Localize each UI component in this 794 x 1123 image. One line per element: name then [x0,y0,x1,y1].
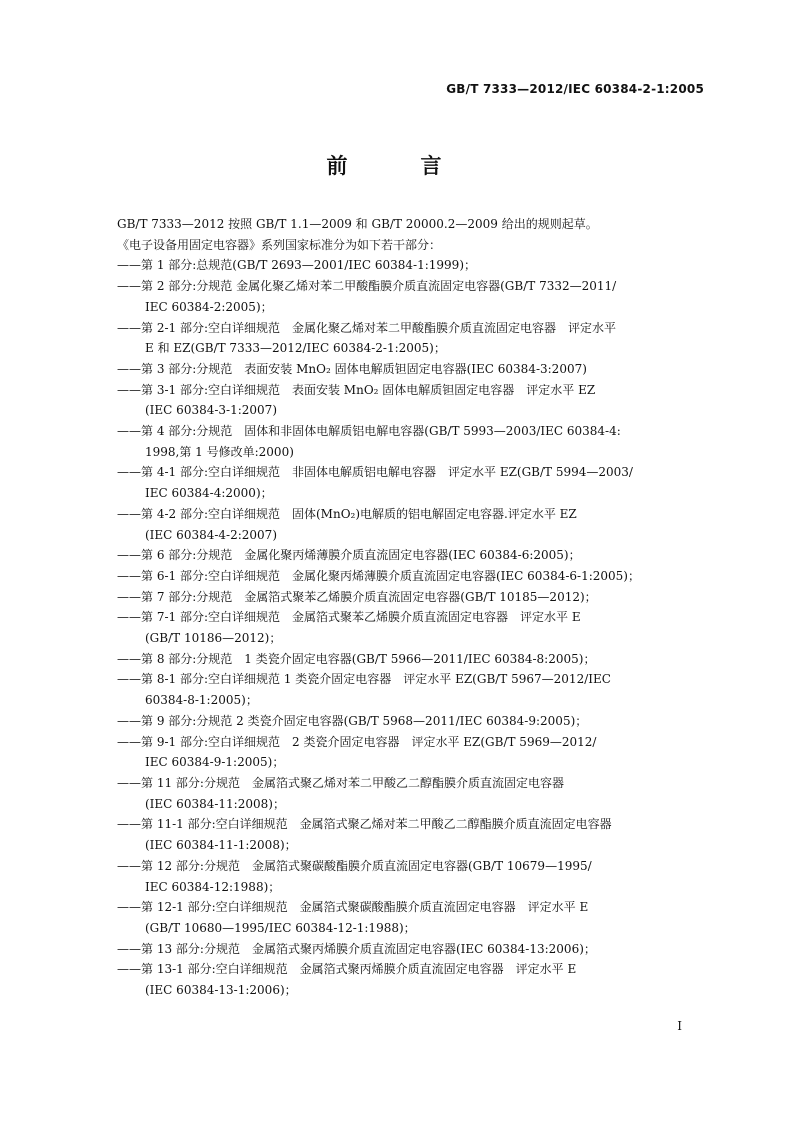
intro-paragraph-2: 《电子设备用固定电容器》系列国家标准分为如下若干部分： [117,237,442,252]
list-item-continuation: (GB/T 10186—2012)； [145,631,282,646]
list-item [117,359,707,380]
list-item-continuation: (IEC 60384-11-1:2008)； [145,838,297,853]
list-item [117,649,707,670]
document-body [117,214,707,1001]
list-item-line: ——第 3 部分:分规范 表面安装 MnO₂ 固体电解质钽固定电容器(IEC 60384-3:2007) [117,361,587,376]
list-item [117,318,707,359]
list-item [117,566,707,587]
intro-paragraph-1: GB/T 7333—2012 按照 GB/T 1.1—2009 和 GB/T 20000.2—2009 给出的规则起草。 [117,217,598,231]
list-item [117,711,707,732]
list-item-line: ——第 12 部分:分规范 金属箔式聚碳酸酯膜介质直流固定电容器(GB/T 10679—1995/ [117,858,592,873]
list-item [117,959,707,1000]
list-item [117,939,707,960]
list-item [117,773,707,814]
list-item-line: ——第 12-1 部分:空白详细规范 金属箔式聚碳酸酯膜介质直流固定电容器 评定水平 E [117,900,589,915]
list-item-line: ——第 4-1 部分:空白详细规范 非固体电解质铝电解电容器 评定水平 EZ(GB/T 5994—2003/ [117,465,633,480]
list-item-continuation: IEC 60384-9-1:2005)； [145,755,285,770]
list-item-continuation: (IEC 60384-3-1:2007) [145,403,277,418]
list-item [117,421,707,462]
list-item-line: ——第 4 部分:分规范 固体和非固体电解质铝电解电容器(GB/T 5993—2003/IEC 60384-4: [117,424,621,439]
part-list [117,255,707,1000]
list-item-line: ——第 13 部分:分规范 金属箔式聚丙烯膜介质直流固定电容器(IEC 60384-13:2006)； [117,941,596,956]
list-item-continuation: 60384-8-1:2005)； [145,693,258,708]
list-item [117,587,707,608]
standard-code-header: GB/T 7333—2012/IEC 60384-2-1:2005 [446,82,704,96]
list-item-line: ——第 9-1 部分:空白详细规范 2 类瓷介固定电容器 评定水平 EZ(GB/T 5969—2012/ [117,734,597,749]
list-item-continuation: IEC 60384-2:2005)； [145,299,273,314]
list-item-continuation: IEC 60384-4:2000)； [145,486,273,501]
list-item-line: ——第 2 部分:分规范 金属化聚乙烯对苯二甲酸酯膜介质直流固定电容器(GB/T 7332—2011/ [117,279,617,294]
list-item-continuation: E 和 EZ(GB/T 7333—2012/IEC 60384-2-1:2005)； [145,341,446,356]
list-item-line: ——第 3-1 部分:空白详细规范 表面安装 MnO₂ 固体电解质钽固定电容器 评定水平 EZ [117,382,596,397]
list-item-line: ——第 4-2 部分:空白详细规范 固体(MnO₂)电解质的铝电解固定电容器.评定水平 EZ [117,506,577,521]
list-item [117,732,707,773]
list-item-line: ——第 7 部分:分规范 金属箔式聚苯乙烯膜介质直流固定电容器(GB/T 10185—2012)； [117,589,597,604]
list-item [117,814,707,855]
list-item-line: ——第 9 部分:分规范 2 类瓷介固定电容器(GB/T 5968—2011/IEC 60384-9:2005)； [117,713,588,728]
list-item-line: ——第 6-1 部分:空白详细规范 金属化聚丙烯薄膜介质直流固定电容器(IEC 60384-6-1:2005)； [117,568,640,583]
list-item-line: ——第 2-1 部分:空白详细规范 金属化聚乙烯对苯二甲酸酯膜介质直流固定电容器 评定水平 [117,320,616,335]
list-item-continuation: (IEC 60384-13-1:2006)； [145,983,297,998]
list-item-line: ——第 13-1 部分:空白详细规范 金属箔式聚丙烯膜介质直流固定电容器 评定水平 E [117,962,577,977]
list-item-continuation: (IEC 60384-11:2008)； [145,796,285,811]
list-item-line: ——第 6 部分:分规范 金属化聚丙烯薄膜介质直流固定电容器(IEC 60384-6:2005)； [117,548,581,563]
list-item [117,380,707,421]
list-item-line: ——第 8-1 部分:空白详细规范 1 类瓷介固定电容器 评定水平 EZ(GB/T 5967—2012/IEC [117,672,611,687]
list-item [117,669,707,710]
list-item [117,897,707,938]
list-item-continuation: (IEC 60384-4-2:2007) [145,527,277,542]
list-item [117,504,707,545]
page-number: I [677,1019,682,1033]
list-item [117,462,707,503]
list-item-line: ——第 11-1 部分:空白详细规范 金属箔式聚乙烯对苯二甲酸乙二醇酯膜介质直流固定电容器 [117,817,612,832]
list-item-continuation: IEC 60384-12:1988)； [145,879,281,894]
list-item [117,856,707,897]
page-title: 前 言 [326,154,468,178]
list-item-continuation: 1998,第 1 号修改单:2000) [145,444,294,459]
list-item [117,276,707,317]
list-item-line: ——第 1 部分:总规范(GB/T 2693—2001/IEC 60384-1:1999)； [117,258,476,273]
list-item [117,545,707,566]
list-item-line: ——第 8 部分:分规范 1 类瓷介固定电容器(GB/T 5966—2011/IEC 60384-8:2005)； [117,651,596,666]
list-item-line: ——第 7-1 部分:空白详细规范 金属箔式聚苯乙烯膜介质直流固定电容器 评定水平 E [117,610,581,625]
list-item [117,255,707,276]
list-item-line: ——第 11 部分:分规范 金属箔式聚乙烯对苯二甲酸乙二醇酯膜介质直流固定电容器 [117,775,564,790]
list-item-continuation: (GB/T 10680—1995/IEC 60384-12-1:1988)； [145,920,416,935]
list-item [117,607,707,648]
